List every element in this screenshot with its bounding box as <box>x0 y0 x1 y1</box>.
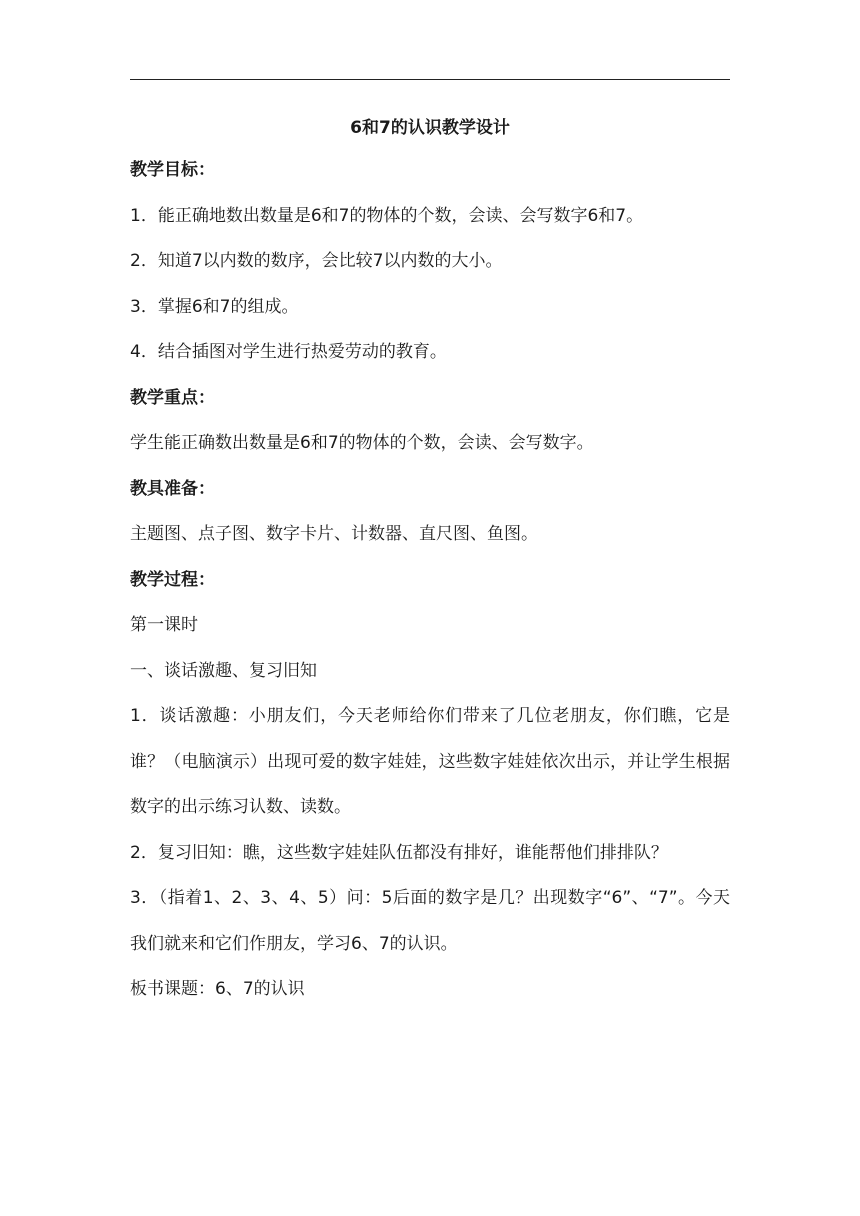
step-item: 2．复习旧知：瞧，这些数字娃娃队伍都没有排好，谁能帮他们排排队？ <box>130 842 668 863</box>
board-title: 板书课题：6、7的认识 <box>130 979 305 999</box>
key-text: 学生能正确数出数量是6和7的物体的个数，会读、会写数字。 <box>130 433 594 453</box>
step-item: 1．谈话激趣：小朋友们，今天老师给你们带来了几位老朋友，你们瞧，它是谁？（电脑演示）出现可爱的数字娃娃，这些数字娃娃依次出示，并让学生根据数字的出示练习认数、读数。 <box>130 706 730 817</box>
tools-heading: 教具准备： <box>130 478 215 499</box>
tools-text: 主题图、点子图、数字卡片、计数器、直尺图、鱼图。 <box>130 524 538 544</box>
goal-item: 1．能正确地数出数量是6和7的物体的个数，会读、会写数字6和7。 <box>130 205 644 226</box>
lesson-label: 第一课时 <box>130 615 198 635</box>
step-item: 3．（指着1、2、3、4、5）问：5后面的数字是几？出现数字“6”、“7”。今天我们就来和它们作朋友，学习6、7的认识。 <box>130 888 730 954</box>
process-heading: 教学过程： <box>130 569 215 590</box>
part-one-heading: 一、谈话激趣、复习旧知 <box>130 660 317 681</box>
document-body <box>130 108 730 1013</box>
goals-heading: 教学目标： <box>130 160 215 180</box>
key-heading: 教学重点： <box>130 387 215 408</box>
goal-item: 2．知道7以内数的数序，会比较7以内数的大小。 <box>130 251 503 271</box>
document-title: 6和7的认识教学设计 <box>350 118 510 138</box>
goal-item: 4．结合插图对学生进行热爱劳动的教育。 <box>130 342 447 362</box>
header-rule <box>130 79 730 80</box>
goal-item: 3．掌握6和7的组成。 <box>130 296 299 317</box>
